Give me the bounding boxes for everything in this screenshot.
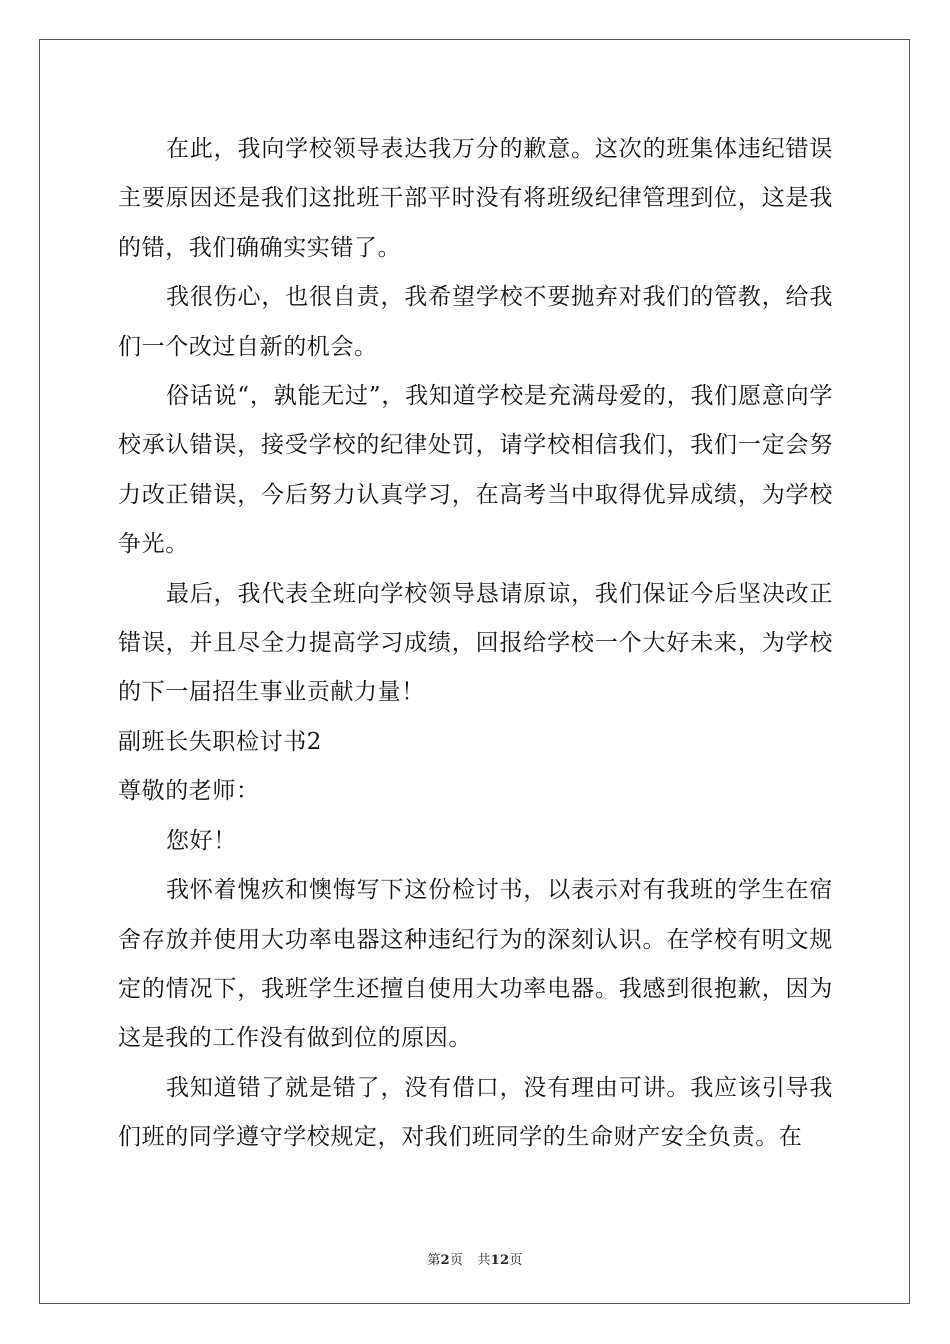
section-title: 副班长失职检讨书2 [118, 728, 323, 755]
paragraph-proverb: 俗话说“，孰能无过”，我知道学校是充满母爱的，我们愿意向学校承认错误，接受学校的纪律处罚，请学校相信我们，我们一定会努力改正错误，今后努力认真学习，在高考当中取得优异成绩，为学校争光。 [118, 383, 833, 558]
paragraph-responsibility: 我知道错了就是错了，没有借口，没有理由可讲。我应该引导我们班的同学遵守学校规定，对我们班同学的生命财产安全负责。在 [118, 1074, 833, 1151]
total-unit: 页 [509, 1253, 523, 1268]
paragraph-closing: 最后，我代表全班向学校领导恳请原谅，我们保证今后坚决改正错误，并且尽全力提高学习成绩，回报给学校一个大好未来，为学校的下一届招生事业贡献力量！ [118, 580, 833, 706]
greeting: 您好！ [166, 827, 237, 854]
page-footer [0, 1249, 950, 1268]
page-current: 2 [440, 1253, 451, 1268]
salutation: 尊敬的老师： [118, 778, 260, 805]
document-body [118, 125, 833, 1163]
paragraph-regret: 我很伤心，也很自责，我希望学校不要抛弃对我们的管教，给我们一个改过自新的机会。 [118, 284, 833, 360]
paragraph-apology: 在此，我向学校领导表达我万分的歉意。这次的班集体违纪错误主要原因还是我们这批班干部平时没有将班级纪律管理到位，这是我的错，我们确确实实错了。 [118, 136, 833, 261]
page-total: 12 [490, 1253, 510, 1268]
paragraph-introduction: 我怀着愧疚和懊悔写下这份检讨书，以表示对有我班的学生在宿舍存放并使用大功率电器这种违纪行为的深刻认识。在学校有明文规定的情况下，我班学生还擅自使用大功率电器。我感到很抱歉，因为这是我的工作没有做到位的原因。 [118, 877, 833, 1052]
page-unit: 页 [450, 1253, 464, 1268]
page-prefix: 第 [427, 1253, 441, 1268]
total-prefix: 共 [477, 1253, 491, 1268]
